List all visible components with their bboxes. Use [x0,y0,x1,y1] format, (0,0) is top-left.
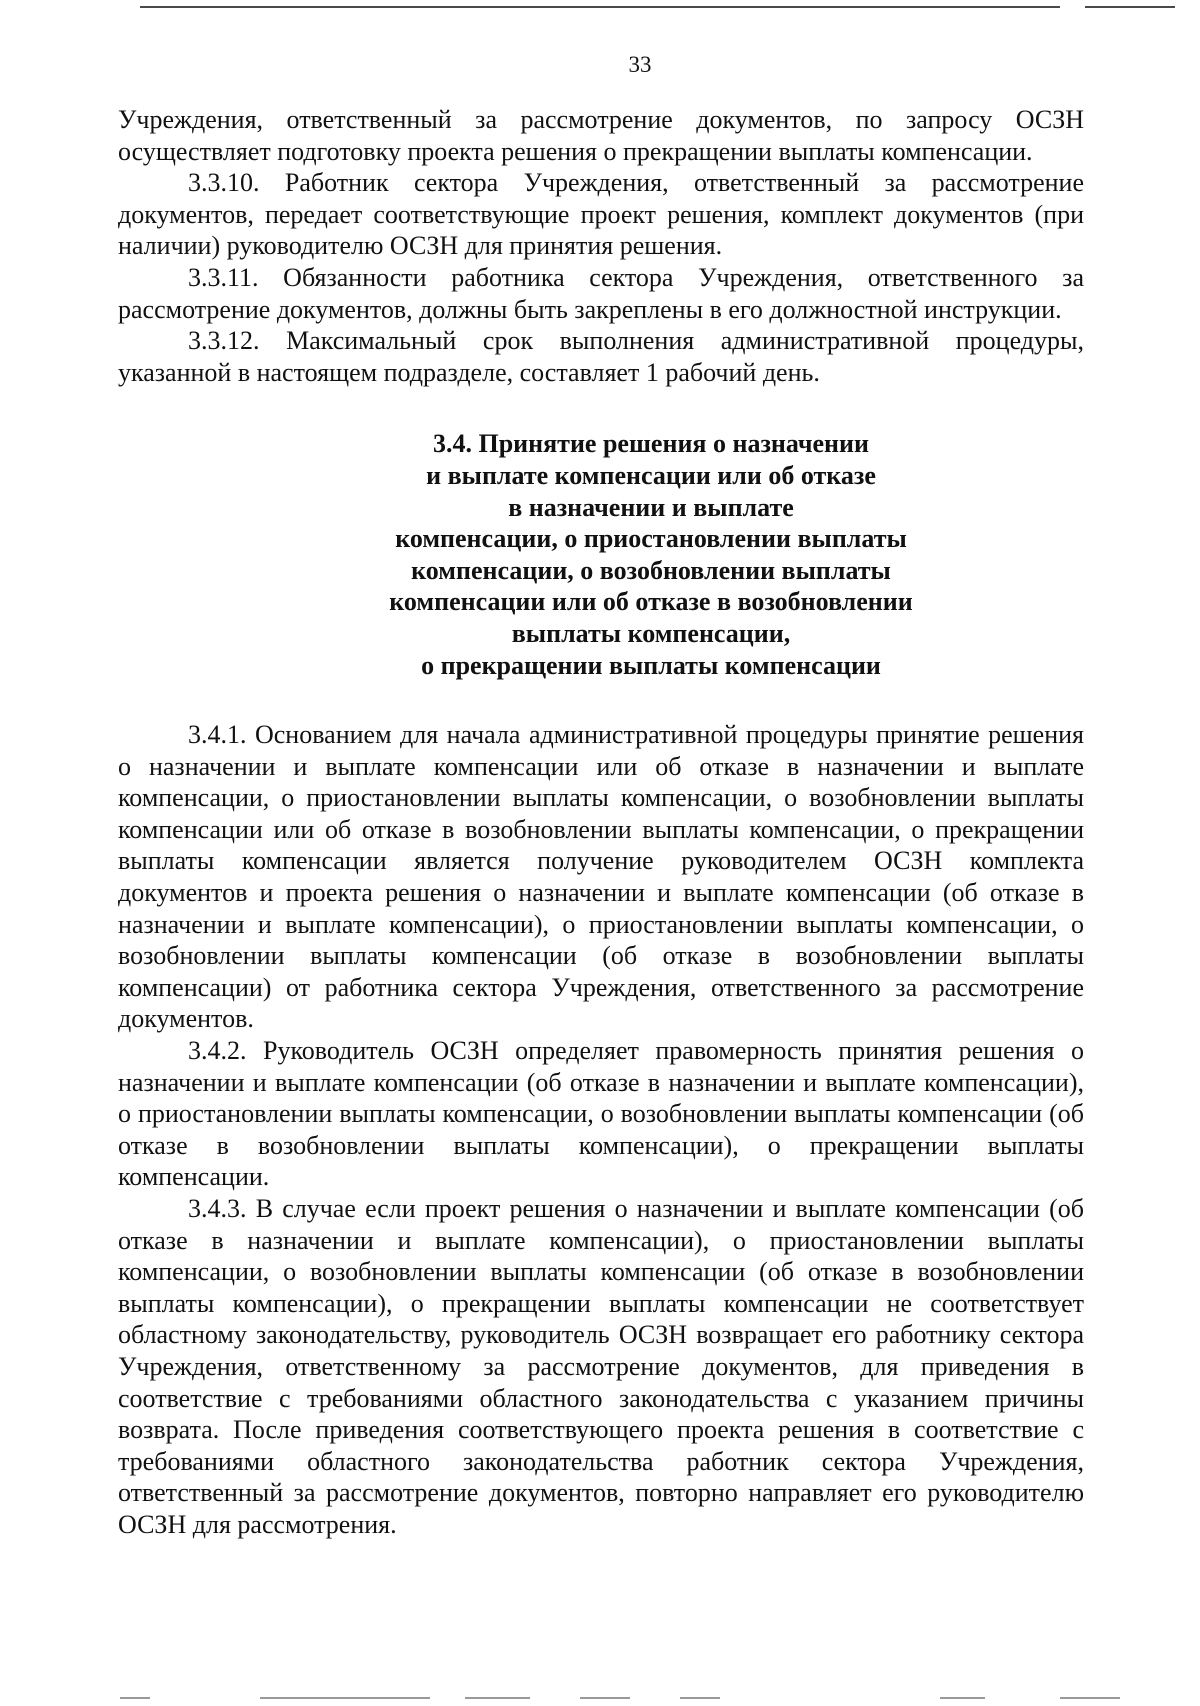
heading-line: и выплате компенсации или об отказе [426,460,876,490]
heading-line: о прекращении выплаты компенсации [421,650,881,680]
paragraph-3-3-10: 3.3.10. Работник сектора Учреждения, ответственный за рассмотрение документов, передает соответствующие проект решения, комплект документов (при наличии) руководителю ОСЗН для принятия решения. [118,168,1084,261]
section-heading-3-4 [118,428,1084,681]
heading-line: компенсации или об отказе в возобновлении [389,587,913,617]
heading-line: 3.4. Принятие решения о назначении [432,429,870,459]
page-number: 33 [628,52,652,77]
paragraph-3-3-12: 3.3.12. Максимальный срок выполнения административной процедуры, указанной в настоящем подразделе, составляет 1 рабочий день. [118,326,1084,387]
paragraph-continuation: Учреждения, ответственный за рассмотрение документов, по запросу ОСЗН осуществляет подготовку проекта решения о прекращении выплаты компенсации. [118,105,1084,166]
scan-artifact-top-line [140,6,1060,8]
heading-line: выплаты компенсации, [511,618,791,648]
paragraph-3-4-1: 3.4.1. Основанием для начала административной процедуры принятие решения о назначении и выплате компенсации или об отказе в назначении и выплате компенсации, о приостановлении выплаты компенсации, о возобновлении выплаты компенсации или об отказе в возобновлении выплаты компенсации, о прекращении выплаты компенсации является получение руководителем ОСЗН комплекта документов и проекта решения о назначении и выплате компенсации (об отказе в назначении и выплате компенсации), о приостановлении выплаты компенсации, о возобновлении выплаты компенсации (об отказе в возобновлении выплаты компенсации) от работника сектора Учреждения, ответственного за рассмотрение документов. [118,720,1084,1034]
paragraph-3-4-2: 3.4.2. Руководитель ОСЗН определяет правомерность принятия решения о назначении и выплате компенсации (об отказе в назначении и выплате компенсации), о приостановлении выплаты компенсации, о возобновлении выплаты компенсации (об отказе в возобновлении выплаты компенсации), о прекращении выплаты компенсации. [118,1036,1084,1192]
paragraph-3-3-11: 3.3.11. Обязанности работника сектора Учреждения, ответственного за рассмотрение документов, должны быть закреплены в его должностной инструкции. [118,262,1084,324]
scan-artifact-top-line-right [1085,6,1175,8]
scan-artifact-bottom-noise [120,1697,1120,1701]
heading-line: компенсации, о приостановлении выплаты [395,524,907,554]
paragraph-3-4-3: 3.4.3. В случае если проект решения о назначении и выплате компенсации (об отказе в назначении и выплате компенсации), о приостановлении выплаты компенсации, о возобновлении выплаты компенсации (об отказе в возобновлении выплаты компенсации), о прекращении выплаты компенсации не соответствует областному законодательству, руководитель ОСЗН возвращает его работнику сектора Учреждения, ответственному за рассмотрение документов, для приведения в соответствие с требованиями областного законодательства с указанием причины возврата. После приведения соответствующего проекта решения в соответствие с требованиями областного законодательства работник сектора Учреждения, ответственный за рассмотрение документов, повторно направляет его руководителю ОСЗН для рассмотрения. [118,1194,1084,1539]
document-body [118,104,1084,1541]
heading-line: в назначении и выплате [508,492,794,522]
heading-line: компенсации, о возобновлении выплаты [411,555,891,585]
